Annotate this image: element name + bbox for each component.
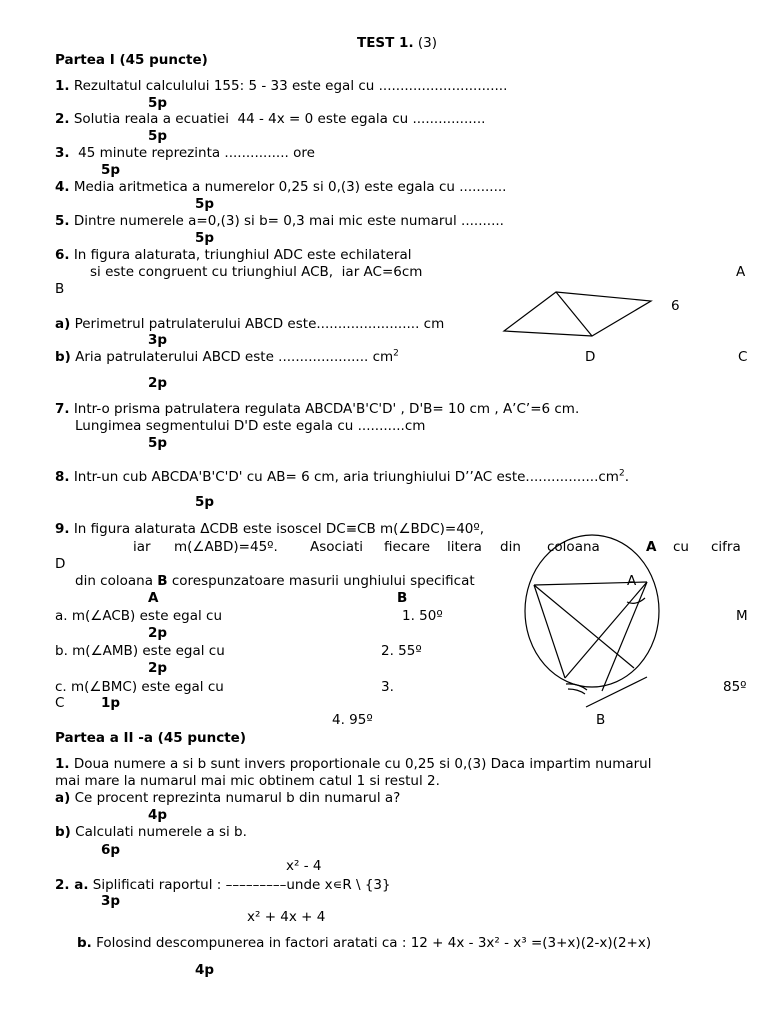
q6-b-label: b)	[55, 349, 71, 365]
q3-text: 45 minute reprezinta ............... ore	[73, 145, 315, 161]
q8-end: .	[624, 469, 629, 485]
p2-q2-number: 2. a.	[55, 877, 89, 893]
q9-col-a: A	[148, 590, 159, 606]
q8-number: 8.	[55, 469, 70, 485]
q7-text1: Intr-o prisma patrulatera regulata ABCDA'B'C'D' , D'B= 10 cm , A’C’=6 cm.	[73, 401, 580, 417]
q9-text1: In figura alaturata ΔCDB este isoscel DC≡CB m(∠BDC)=40º,	[73, 521, 485, 537]
p2-q1-a-points: 4p	[148, 807, 168, 823]
q6-label-six: 6	[671, 298, 680, 314]
q9-opt1: 1. 50º	[402, 608, 443, 624]
q8-text: Intr-un cub ABCDA'B'C'D' cu AB= 6 cm, aria triunghiului D’’AC este.................cm	[73, 469, 619, 485]
p2-q1-b-points: 6p	[101, 842, 121, 858]
q4-text: Media aritmetica a numerelor 0,25 si 0,(3) este egala cu ...........	[73, 179, 507, 195]
q5-number: 5.	[55, 213, 70, 229]
q6-a-points: 3p	[148, 332, 168, 348]
diagonal-ac	[556, 292, 592, 336]
q9-w2: Asociati	[310, 539, 364, 555]
p2-q2-b-label: b.	[77, 935, 92, 951]
q9-w4: litera	[447, 539, 482, 555]
p2-q1-text1: Doua numere a si b sunt invers proportionale cu 0,25 si 0,(3) Daca impartim numarul	[73, 756, 652, 772]
q9-pc: 1p	[101, 695, 121, 711]
p2-q2-numerator: x² - 4	[286, 858, 322, 874]
q6-label-a: A	[736, 264, 746, 280]
q9-w5: din	[500, 539, 521, 555]
q3-number: 3.	[55, 145, 70, 161]
q6-b-sup: 2	[393, 348, 399, 359]
q9-opt4: 4. 95º	[332, 712, 373, 728]
q7-line2: Lungimea segmentului D'D este egala cu ...........cm	[75, 418, 426, 434]
circle-figure	[525, 535, 659, 707]
p2-q2-b-points: 4p	[195, 962, 215, 978]
q9-pa: 2p	[148, 625, 168, 641]
q6-number: 6.	[55, 247, 70, 263]
q2-text: Solutia reala a ecuatiei 44 - 4x = 0 este egala cu .................	[73, 111, 486, 127]
q9-col-b: B	[397, 590, 408, 606]
part1-heading: Partea I (45 puncte)	[55, 52, 208, 68]
p2-q1-b-label: b)	[55, 824, 71, 840]
q9-line3-bold: B	[157, 573, 168, 589]
q6-label-d: D	[585, 349, 596, 365]
q9-fig-m: M	[736, 608, 748, 624]
q6-text1: In figura alaturata, triunghiul ADC este echilateral	[73, 247, 412, 263]
q2-points: 5p	[148, 128, 168, 144]
q7-points: 5p	[148, 435, 168, 451]
q9-bold-a: A	[646, 539, 657, 555]
q9-w6: coloana	[547, 539, 600, 555]
segment-2	[534, 585, 565, 678]
p2-q2-b-text: Folosind descompunerea in factori aratati ca : 12 + 4x - 3x² - x³ =(3+x)(2-x)(2+x)	[96, 935, 652, 951]
q5-text: Dintre numerele a=0,(3) si b= 0,3 mai mic este numarul ..........	[73, 213, 504, 229]
p2-q2-denominator: x² + 4x + 4	[247, 909, 326, 925]
segment-5	[602, 582, 647, 691]
q6-a-label: a)	[55, 316, 71, 332]
p2-q1-a-text: Ce procent reprezinta numarul b din numarul a?	[74, 790, 401, 806]
angle-arc-a	[627, 598, 645, 603]
q6-a-text: Perimetrul patrulaterului ABCD este........................ cm	[74, 316, 445, 332]
q9-w1: m(∠ABD)=45º.	[174, 539, 278, 555]
q9-wrap-d: D	[55, 556, 66, 572]
q6-label-c: C	[738, 349, 748, 365]
part2-heading: Partea a II -a (45 puncte)	[55, 730, 247, 746]
circle	[525, 535, 659, 687]
q9-opt2: 2. 55º	[381, 643, 422, 659]
q4-number: 4.	[55, 179, 70, 195]
segment-1	[534, 582, 647, 585]
q6-label-b: B	[55, 281, 65, 297]
q9-opt3: 3.	[381, 679, 394, 695]
q1-text: Rezultatul calculului 155: 5 - 33 este egal cu ..............................	[73, 78, 508, 94]
q5-points: 5p	[195, 230, 215, 246]
q9-w8: cifra	[711, 539, 741, 555]
q9-w0: iar	[133, 539, 151, 555]
q6-line2: si este congruent cu triunghiul ACB, iar AC=6cm	[90, 264, 423, 280]
q6-b-points: 2p	[148, 375, 168, 391]
p2-q1-b-text: Calculati numerele a si b.	[75, 824, 247, 840]
q4-points: 5p	[195, 196, 215, 212]
title-suffix: (3)	[417, 35, 438, 51]
p2-q2-a-points: 3p	[101, 893, 121, 909]
q6-b-text: Aria patrulaterului ABCD este ..................... cm	[75, 349, 394, 365]
segment-4	[565, 582, 647, 678]
q1-points: 5p	[148, 95, 168, 111]
q9-w7: cu	[673, 539, 689, 555]
q9-number: 9.	[55, 521, 70, 537]
q9-w3: fiecare	[384, 539, 431, 555]
p2-q1-a-label: a)	[55, 790, 71, 806]
quadrilateral-figure	[504, 292, 651, 336]
q8-sup: 2	[618, 468, 625, 479]
q9-line3-pre: din coloana	[75, 573, 158, 589]
title-main: TEST 1.	[357, 35, 414, 51]
q2-number: 2.	[55, 111, 70, 127]
p2-q1-number: 1.	[55, 756, 70, 772]
q9-fig-c: C	[55, 695, 65, 711]
q9-pb: 2p	[148, 660, 168, 676]
q9-fig-b: B	[596, 712, 606, 728]
q8-points: 5p	[195, 494, 215, 510]
q9-item-a: a. m(∠ACB) este egal cu	[55, 608, 223, 624]
q9-item-c: c. m(∠BMC) este egal cu	[55, 679, 224, 695]
q9-item-b: b. m(∠AMB) este egal cu	[55, 643, 225, 659]
q9-fig-85: 85º	[723, 679, 747, 695]
q9-fig-a: A	[627, 573, 637, 589]
q3-points: 5p	[101, 162, 121, 178]
p2-q1-line2: mai mare la numarul mai mic obtinem catul 1 si restul 2.	[55, 773, 440, 789]
q9-line3-post: corespunzatoare masurii unghiului specificat	[167, 573, 475, 589]
angle-mark-c2	[568, 689, 585, 694]
q7-number: 7.	[55, 401, 70, 417]
p2-q2-text: Siplificati raportul : –––––––––unde x∊R \ {3}	[92, 877, 391, 893]
q1-number: 1.	[55, 78, 70, 94]
quadrilateral-abcd	[504, 292, 651, 336]
